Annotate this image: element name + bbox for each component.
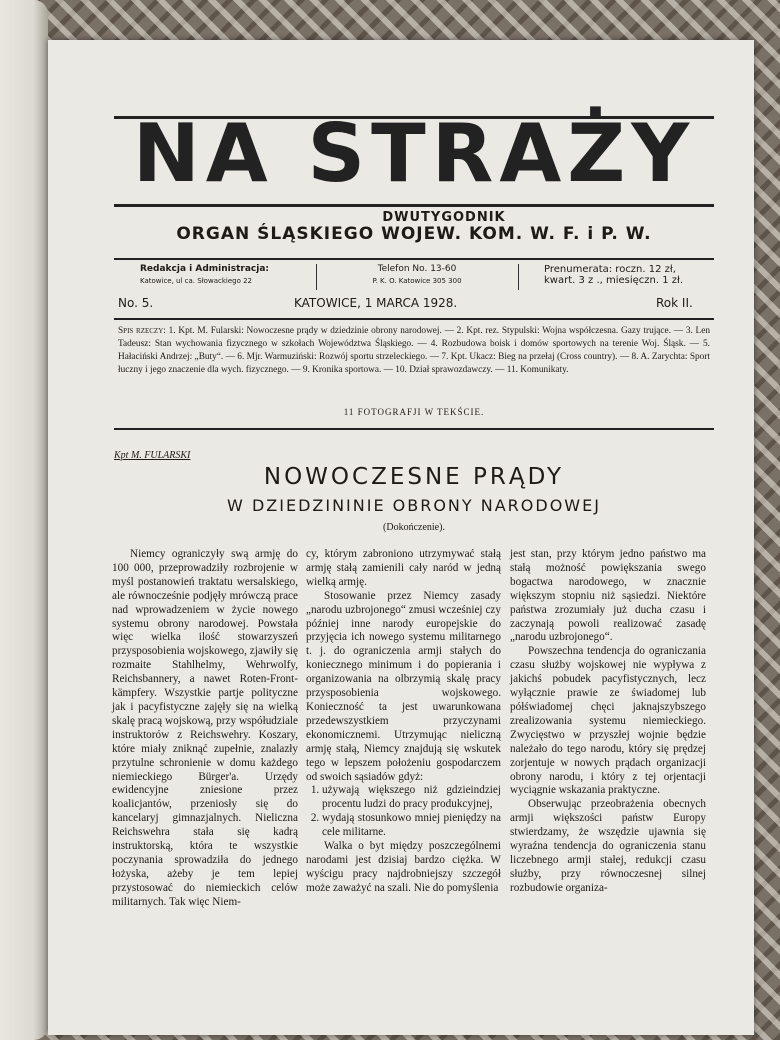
phone-number: Telefon No. 13-60 <box>377 264 457 274</box>
info-bar <box>114 258 714 290</box>
paragraph: Obserwując przeobrażenia obecnych armji większości państw Europy stwierdzamy, że wszędzie ujawnia się wyraźna tendencja do ograniczenia stanu liczebnego armji stałej, redukcji czasu służby, przy równoczesnej silnej rozbudowie organiza- <box>510 798 706 894</box>
pko-account: P. K. O. Katowice 305 300 <box>372 277 462 285</box>
masthead-title: NA STRAŻY <box>132 107 696 200</box>
article-note: (Dokończenie). <box>383 522 445 533</box>
magazine-page <box>48 40 754 1035</box>
subscription-line-2: kwart. 3 z ., miesięczn. 1 zł. <box>544 275 684 286</box>
paragraph: Walka o byt między poszczególnemi narodami jest dzisiaj bardzo ciężka. W wyścigu pracy najdrobniejszy szczegół może zaważyć na szali. Nie do pomyślenia <box>306 840 501 894</box>
list-item: 2. wydają stosunkowo mniej pieniędzy na cele militarne. <box>322 812 501 840</box>
article-subtitle: W DZIEDZININIE OBRONY NARODOWEJ <box>227 496 601 515</box>
paragraph: Niemcy ograniczyły swą armję do 100 000, przeprowadziły rozbrojenie w myśl postanowień traktatu wersalskiego, ale równocześnie podjęły mrówczą prace nad wprowadzeniem w życie nowego systemu obrony narodowej. Powstała więc wielka ilość stowarzyszeń przysposobienia wojskowego, zjawiły się rozmaite Stahlhelmy, Wehrwolfy, Reichsbannery, a nawet Roten-Front-kämpfery. Wszystkie partje polityczne jak i pacyfistyczne zajęły się na wielką skalę pracą wojskową, przy współudziale instruktorów z Reichswehry. Koszary, które miały zniknąć zupełnie, znalazły przytulne schronienie w domu każdego niemieckiego Bürger'a. Urzędy ewidencyjne zniesione przez koalicjantów, przeniosły się do kancelaryj gimnazjalnych. Nieliczna Reichswehra stała się kadrą instruktorską, która te wszystkie poczynania sprowadziła do jednego łożyska, ażeby je tem lepiej przystosować do niemieckich celów militarnych. Tak więc Niem- <box>112 548 298 908</box>
subscription-info <box>544 264 683 286</box>
issue-row <box>114 296 714 320</box>
article-title: NOWOCZESNE PRĄDY <box>263 464 565 490</box>
table-of-contents <box>118 325 710 377</box>
phone-info <box>352 264 482 285</box>
info-divider <box>316 264 317 290</box>
article-column-2 <box>306 548 501 896</box>
article-author: Kpt M. FULARSKI <box>114 450 191 461</box>
editorial-label: Redakcja i Administracja: <box>140 264 270 274</box>
info-divider <box>518 264 519 290</box>
reasons-list <box>306 784 501 840</box>
masthead-organ: ORGAN ŚLĄSKIEGO WOJEW. KOM. W. F. i P. W. <box>176 224 652 244</box>
masthead <box>114 106 714 246</box>
editorial-info <box>140 264 269 285</box>
paragraph: Powszechna tendencja do ograniczania czasu służby wojskowej nie wypływa z jakichś pobudek pacyfistycznych, lecz wyłącznie prawie ze świadomej lub półświadomej chęci jaknajszybszego zrealizowania systemu niemieckiego. Zwycięstwo w przyszłej wojnie będzie należało do tego narodu, który się prędzej zorjentuje w nowych prądach organizacji obrony narodu, i który z tej orjentacji wyciągnie wskazania praktyczne. <box>510 645 706 797</box>
paragraph: cy, którym zabroniono utrzymywać stałą armję stałą zamienili cały naród w jedną wielką armję. <box>306 548 501 588</box>
article-column-3 <box>510 548 706 896</box>
subscription-line-1: Prenumerata: roczn. 12 zł, <box>544 264 676 275</box>
issue-place-date: KATOWICE, 1 MARCA 1928. <box>294 296 458 310</box>
paragraph: jest stan, przy którym jedno państwo ma stałą możność powiększania swego bogactwa narodowego, w znacznie większym stopniu niż sąsiedzi. Niektóre państwa zrozumiały już ducha czasu i zaczynają powoli realizować zasadę „narodu uzbrojonego“. <box>510 548 706 644</box>
issue-year: Rok II. <box>656 296 693 310</box>
section-divider <box>114 428 714 430</box>
list-item: 1. używają większego niż gdzieindziej procentu ludzi do pracy produkcyjnej, <box>322 784 501 812</box>
article-column-1 <box>112 548 298 910</box>
masthead-bottom-line <box>114 204 714 207</box>
issue-number: No. 5. <box>118 296 154 310</box>
previous-page-edge <box>0 0 48 1040</box>
masthead-frequency: DWUTYGODNIK <box>382 210 506 225</box>
editorial-address: Katowice, ul ca. Słowackiego 22 <box>140 277 252 285</box>
paragraph: Stosowanie przez Niemcy zasady „narodu uzbrojonego“ zmusi wcześniej czy później inne narody europejskie do przyjęcia ich nowego systemu militarnego t. j. do ograniczenia armji stałych do koniecznego minimum i do popierania i organizowania na olbrzymią skalę pracy przysposobienia wojskowego. Konieczność ta jest uwarunkowana przedewszystkiem przyczynami ekonomicznemi. Utrzymując nieliczną armję stałą, Niemcy znajdują się wskutek tego w lepszem położeniu gospodarczem od swoich sąsiadów gdyż: <box>306 589 501 783</box>
photo-count: 11 FOTOGRAFJI W TEKŚCIE. <box>343 407 485 417</box>
toc-label: Spis rzeczy: <box>118 326 166 336</box>
toc-text: 1. Kpt. M. Fularski: Nowoczesne prądy w dziedzinie obrony narodowej. — 2. Kpt. rez. Stypulski: Wojna współczesna. Gazy trujące. — 3. Len Tadeusz: Stan wychowania fizycznego w szkołach Województwa Śląskiego. — 4. Rozbudowa boisk i domów sportowych na terenie Woj. Śląsk. — 5. Hałaciński Andrzej: „Buty“. — 6. Mjr. Warmuziński: Rozwój sportu strzeleckiego. — 7. Kpt. Ukacz: Bieg na przełaj (Cross country). — 8. A. Zarychta: Sport łuczny i jego znaczenie dla wych. fizycznego. — 9. Kronika sportowa. — 10. Dział sprawozdawczy. — 11. Komunikaty. <box>118 326 711 375</box>
